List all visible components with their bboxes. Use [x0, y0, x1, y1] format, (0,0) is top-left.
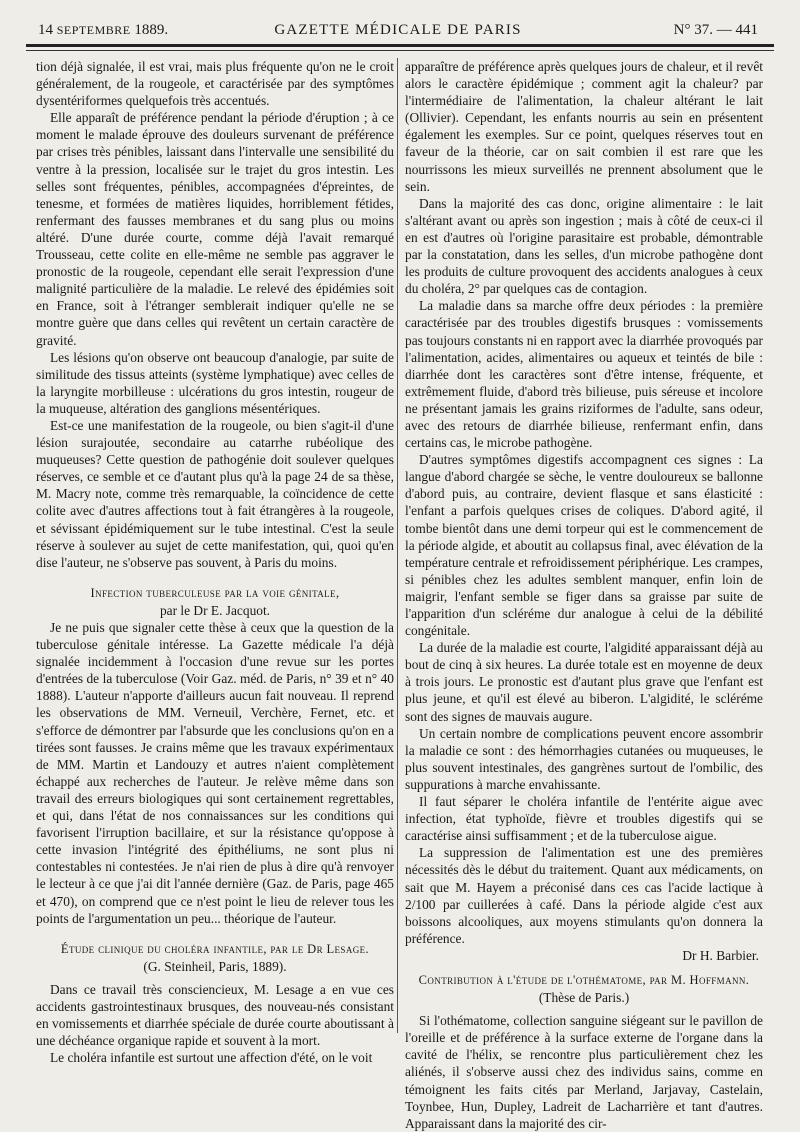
header-rule-thick: [26, 44, 774, 47]
author-signature: Dr H. Barbier.: [682, 947, 759, 963]
paragraph: La maladie dans sa marche offre deux périodes : la première caractérisée par des troubles digestifs brusques : vomissements pas toujours constants ni en rapport avec la diarrhée provoqués par l'alimentation, acides, alimentaires ou aqueux et teintés de bile : diarrhée dont les caractères sont d'être intense, fréquente, et extrêmement fluide, d'abord très bilieuse, puis séreuse et incolore ne présentant jamais les grains riziformes de l'adulte, sans odeur, avec des retours de diarrhée bilieuse, renfermant enfin, dans certains cas, le microbe pathogène.: [405, 298, 763, 451]
paragraph: La durée de la maladie est courte, l'algidité apparaissant déjà au bout de cinq à six heures. La durée totale est en moyenne de deux à trois jours. Le pronostic est d'autant plus grave que l'enfant est plus jeune, et qu'il est élevé au biberon. L'algidité, le scléréme sont des signes de mauvais augure.: [405, 640, 763, 724]
paragraph: apparaître de préférence après quelques jours de chaleur, et il revêt alors le caractère épidémique ; comment agit la chaleur? par l'intermédiaire de l'alimentation, la chaleur altérant le lait (Ollivier). Cependant, les enfants nourris au sein en présentent également les exemples. Sur ce point, quelques réserves tout en faveur de la théorie, car on sait combien il est rare que les nourrissons les mieux surveillés ne prennent absolument que le sein.: [405, 59, 763, 194]
paragraph: Dans ce travail très consciencieux, M. Lesage a en vue ces accidents gastrointestinaux brusques, des nouveau-nés consistant en vomissements et diarrhée spéciale de durée courte aboutissant à une déchéance organique rapide et souvent à la mort.: [36, 981, 394, 1049]
section-publisher: (G. Steinheil, Paris, 1889).: [143, 958, 287, 974]
paragraph: Il faut séparer le choléra infantile de l'entérite aigue avec infection, état typhoïde, fièvre et troubles digestifs qui se caractérise ainsi suffisamment ; et de la tuberculose aigue.: [405, 794, 763, 844]
left-column: [36, 58, 394, 1066]
paragraph: D'autres symptômes digestifs accompagnent ces signes : La langue d'abord chargée se sèche, le ventre douloureux se ballonne d'abord puis, au contraire, devient flasque et sans élasticité : l'enfant a parfois quelques crises de coliques. D'abord agité, il tombe bientôt dans une demi torpeur qui est le commencement de la période algide, et aboutit au collapsus final, avec élévation de la température centrale et refroidissement périphérique. Les crampes, si pénibles chez les adultes semblent manquer, enfin loin de maigrir, l'enfant semble se figer dans sa graisse par suite de l'apparition d'un scléréme dur analogue à celui de la débilité congénitale.: [405, 452, 763, 639]
paragraph: Elle apparaît de préférence pendant la période d'éruption ; à ce moment le malade éprouve des douleurs survenant de préférence par crises très pénibles, laissant dans l'intervalle une sensibilité du ventre à la pression, localisée sur le trajet du gros intestin. Les selles sont fréquentes, pénibles, accompagnées d'épreintes, de tenesme, et formées de matières liquides, horriblement fétides, renfermant des fausses membranes et du sang plus ou moins altéré. D'une durée courte, comme déjà l'avait remarqué Trousseau, cette colite en elle-même ne semble pas aggraver le pronostic de la rougeole, cependant elle serait l'expression d'une malignité particulière de la maladie. Le relevé des épidémies soit en France, soit à l'étranger semblerait indiquer qu'elle ne se montre guère que dans celles qui revêtent un certain caractère de gravité.: [36, 110, 394, 348]
header-rule-thin: [26, 50, 774, 51]
paragraph: Un certain nombre de complications peuvent encore assombrir la maladie ce sont : des hémorrhagies cutanées ou muqueuses, le plus souvent intestinales, des gangrènes surtout de l'ombilic, des suppurations à marche envahissante.: [405, 725, 763, 792]
date-month: SEPTEMBRE: [56, 23, 131, 37]
section-subtitle: (Thèse de Paris.): [538, 990, 630, 1006]
section-heading: Contribution à l'étude de l'othématome, par M. Hoffmann.: [418, 972, 750, 987]
date-year: 1889.: [134, 22, 169, 38]
page-header: [38, 22, 758, 40]
paragraph: Les lésions qu'on observe ont beaucoup d'analogie, par suite de similitude des tissus atteints (système lymphatique) avec celles de la laryngite morbilleuse : ulcérations du gros intestin, rougeur de la muqueuse, altération des ganglions mésentériques.: [36, 349, 394, 416]
journal-title: GAZETTE MÉDICALE DE PARIS: [274, 22, 522, 38]
section-heading: Étude clinique du choléra infantile, par le Dr Lesage.: [60, 941, 370, 956]
paragraph: Le choléra infantile est surtout une affection d'été, on le voit: [50, 1050, 373, 1066]
paragraph: La suppression de l'alimentation est une des premières nécessités dès le début du traitement. Quant aux médicaments, on sait que M. Hayem a préconisé dans ces cas l'acide lactique à 2/100 par cuillerées à café. Dans la période algide c'est aux boissons alcooliques, aux moyens stimulants qu'on donnera la préférence.: [405, 845, 763, 946]
paragraph: Je ne puis que signaler cette thèse à ceux que la question de la tuberculose génitale intéresse. La Gazette médicale l'a déjà signalée incidemment à l'occasion d'une revue sur les portes d'entrées de la tuberculose (Voir Gaz. méd. de Paris, n° 39 et n° 40 1888). L'auteur n'apporte d'ailleurs aucun fait nouveau. Il reprend les observations de MM. Verneuil, Verchère, Fernet, etc. et s'efforce de démontrer par l'absurde que les conclusions qu'on en a tirées sont fausses. Je crains même que les travaux expérimentaux de MM. Martin et Landouzy et autres n'aient complètement échappé aux recherches de l'auteur. Je relève même dans son travail des erreurs biologiques qui sont certainement regrettables, et qui, dans l'état de nos connaissances sur les conditions qui favorisent l'irruption bacillaire, et sur la résistance qu'oppose à cette invasion l'intégrité des épithéliums, ne sont plus ni contestables ni contestées. Je n'ai rien de plus à dire qu'à renvoyer le lecteur à ce que j'ai dit l'année dernière (Gaz. de Paris, page 465 et 470), on comprend que ce n'est point le lieu de relever tous les points de l'argumentation un peu... théorique de l'auteur.: [36, 620, 394, 926]
paragraph: Est-ce une manifestation de la rougeole, ou bien s'agit-il d'une lésion surajoutée, secondaire au catarrhe rubéolique des muqueuses? Cette question de pathogénie doit soulever quelques réserves, ce semble et ce d'autant plus qu'à la page 24 de sa thèse, M. Macry note, comme très remarquable, la coïncidence de cette colite avec d'autres affections tout à fait étrangères à la rougeole, et sévissant épidémiquement sur le tube intestinal. C'est la seule réserve à soulever au sujet de cette manifestation, qui, quoi qu'en dise l'auteur, ne s'observe pas souvent, à Paris du moins.: [36, 417, 394, 570]
section-author: par le Dr E. Jacquot.: [159, 602, 271, 618]
column-divider: [397, 58, 398, 1033]
section-heading: Infection tuberculeuse par la voie génitale,: [90, 585, 340, 600]
date-day: 14: [38, 22, 53, 38]
issue-number: N° 37. — 441: [673, 22, 758, 38]
paragraph: Si l'othématome, collection sanguine siégeant sur le pavillon de l'oreille et de préférence à la surface externe de l'organe dans la cavité de l'hélix, se rencontre plus particulièrement chez les aliénés, il s'observe aussi chez des individus sains, comme en témoignent les faits cités par Merland, Jarjavay, Castelain, Toynbee, Hun, Dupley, Ladreit de Lacharrière et tant d'autres. Apparaissant dans la majorité des cir-: [405, 1013, 763, 1131]
right-column: [405, 58, 763, 1132]
paragraph: Dans la majorité des cas donc, origine alimentaire : le lait s'altérant avant ou après son ingestion ; mais à côté de ceux-ci il en est d'autres où l'origine parasitaire est probable, démontrable par la constatation, dans les selles, d'un microbe pathogène dont les produits de culture provoquent des accidents analogues à ceux du choléra, 2° par quelques cas de contagion.: [405, 195, 763, 297]
paragraph: tion déjà signalée, il est vrai, mais plus fréquente qu'on ne le croit généralement, de la rougeole, et caractérisée par des symptômes dysentériformes quelquefois très accentués.: [36, 59, 394, 109]
